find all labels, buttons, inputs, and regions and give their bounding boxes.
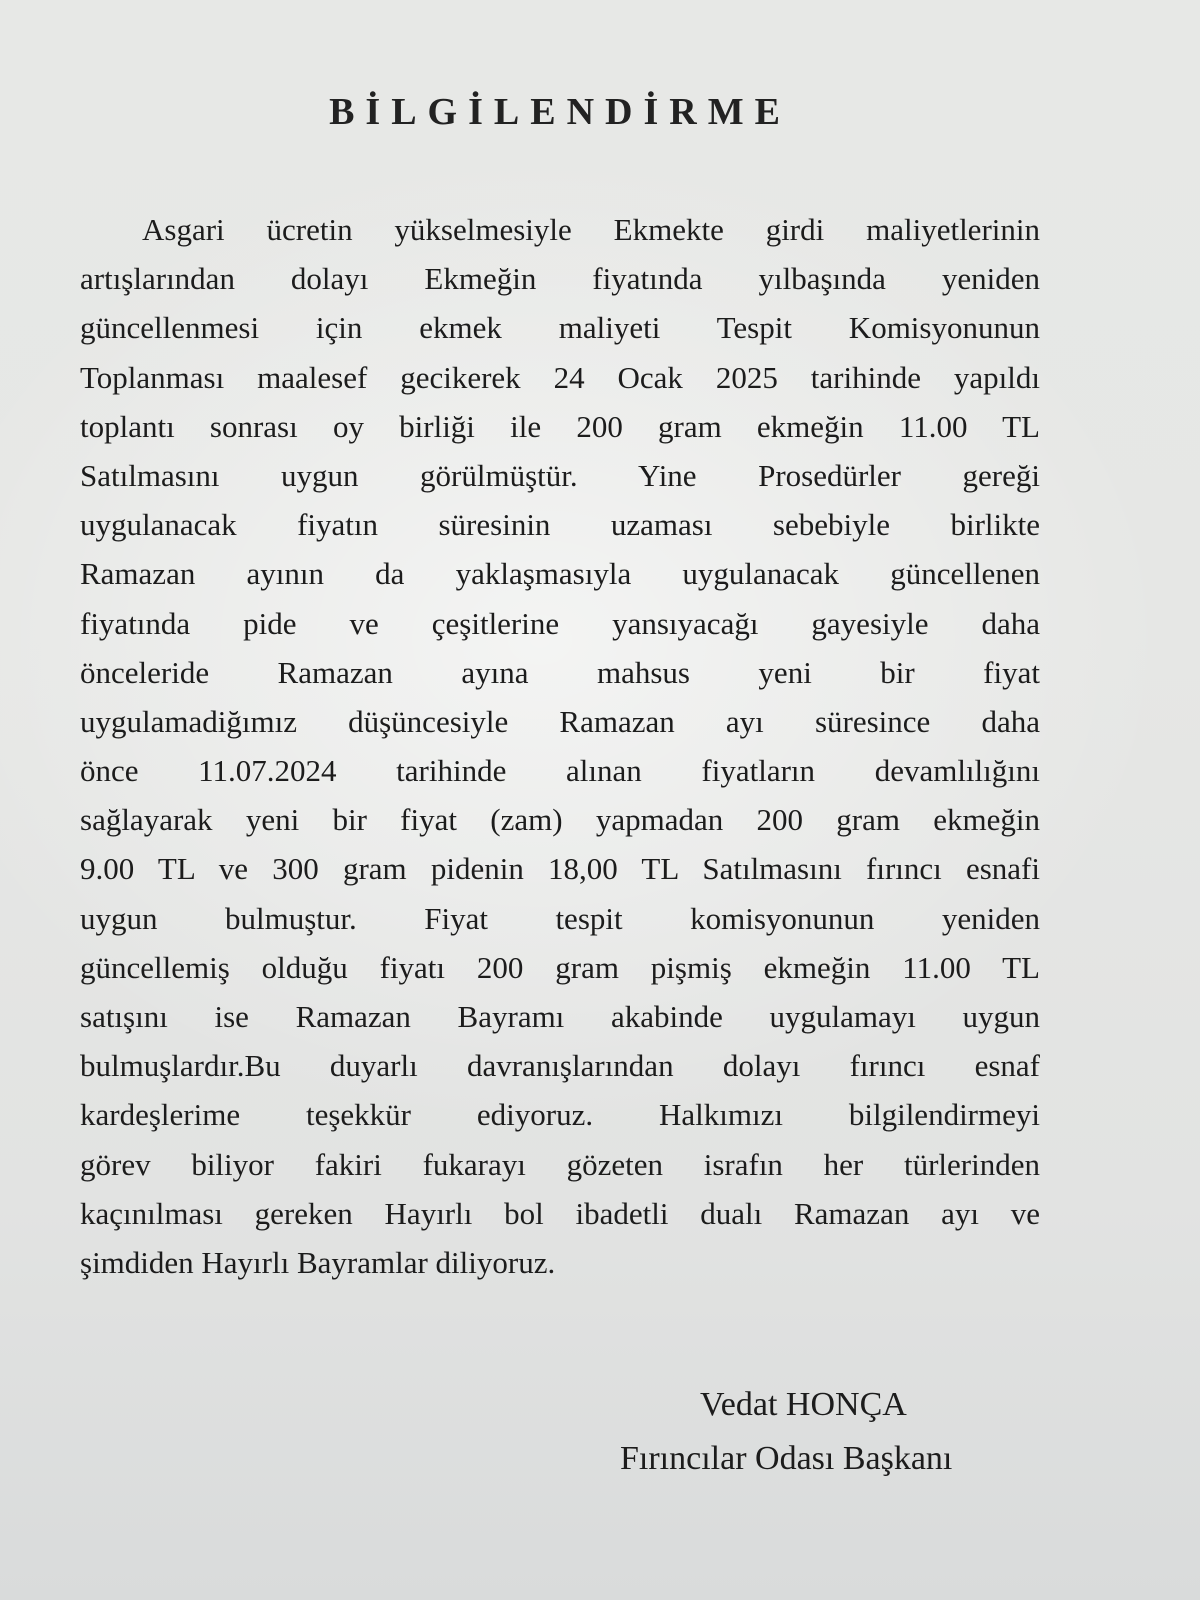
body-line: 9.00 TL ve 300 gram pidenin 18,00 TL Satılmasını fırıncı esnafi bbox=[80, 851, 1040, 887]
signatory-name: Vedat HONÇA bbox=[700, 1386, 907, 1423]
body-line: önce 11.07.2024 tarihinde alınan fiyatların devamlılığını bbox=[80, 753, 1040, 789]
body-line: güncellemiş olduğu fiyatı 200 gram pişmiş ekmeğin 11.00 TL bbox=[80, 949, 1040, 985]
signature-block bbox=[600, 1380, 1020, 1484]
body-line: şimdiden Hayırlı Bayramlar diliyoruz. bbox=[80, 1244, 556, 1280]
body-line: uygun bulmuştur. Fiyat tespit komisyonunun yeniden bbox=[80, 900, 1040, 936]
body-line: uygulamadiğımız düşüncesiyle Ramazan ayı süresince daha bbox=[80, 703, 1040, 739]
body-line: önceleride Ramazan ayına mahsus yeni bir fiyat bbox=[80, 654, 1040, 690]
body-line: kaçınılması gereken Hayırlı bol ibadetli dualı Ramazan ayı ve bbox=[80, 1195, 1040, 1231]
body-line: Toplanması maalesef gecikerek 24 Ocak 2025 tarihinde yapıldı bbox=[80, 359, 1040, 395]
body-line: Ramazan ayının da yaklaşmasıyla uygulanacak güncellenen bbox=[80, 556, 1040, 592]
body-line: görev biliyor fakiri fukarayı gözeten israfın her türlerinden bbox=[80, 1146, 1040, 1182]
body-line: güncellenmesi için ekmek maliyeti Tespit Komisyonunun bbox=[80, 310, 1040, 346]
document-body bbox=[80, 205, 1040, 1287]
body-line: fiyatında pide ve çeşitlerine yansıyacağı gayesiyle daha bbox=[80, 605, 1040, 641]
signatory-role: Fırıncılar Odası Başkanı bbox=[620, 1440, 953, 1477]
body-line: bulmuşlardır.Bu duyarlı davranışlarından dolayı fırıncı esnaf bbox=[80, 1048, 1040, 1084]
body-line: uygulanacak fiyatın süresinin uzaması sebebiyle birlikte bbox=[80, 507, 1040, 543]
body-line: toplantı sonrası oy birliği ile 200 gram ekmeğin 11.00 TL bbox=[80, 408, 1040, 444]
body-line: Satılmasını uygun görülmüştür. Yine Prosedürler gereği bbox=[80, 457, 1040, 493]
body-line: sağlayarak yeni bir fiyat (zam) yapmadan 200 gram ekmeğin bbox=[80, 802, 1040, 838]
document-title: BİLGİLENDİRME bbox=[329, 91, 791, 133]
body-line: Asgari ücretin yükselmesiyle Ekmekte girdi maliyetlerinin bbox=[142, 212, 1040, 247]
body-line: artışlarından dolayı Ekmeğin fiyatında yılbaşında yeniden bbox=[80, 261, 1040, 297]
body-line: satışını ise Ramazan Bayramı akabinde uygulamayı uygun bbox=[80, 999, 1040, 1034]
body-line: kardeşlerime teşekkür ediyoruz. Halkımızı bilgilendirmeyi bbox=[80, 1097, 1040, 1133]
